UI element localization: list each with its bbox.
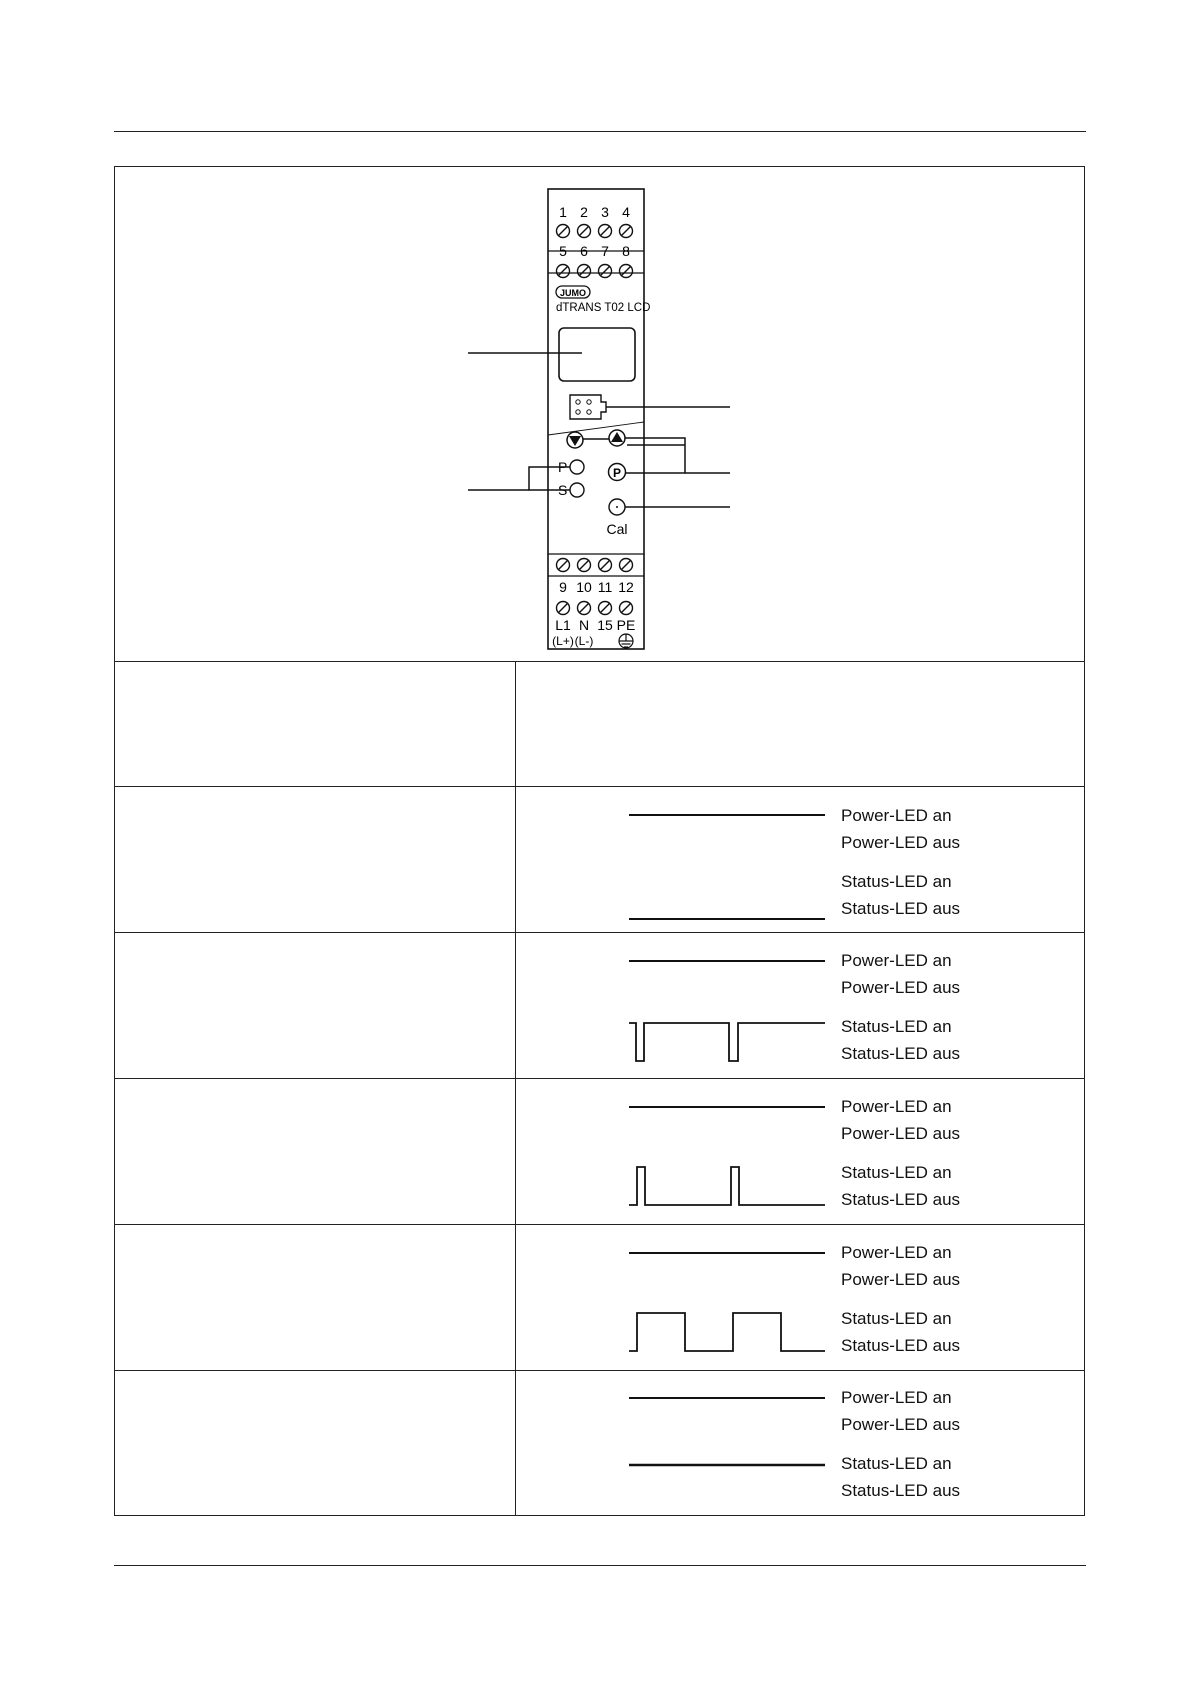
led-p-label: P (558, 459, 568, 475)
status-led-off-label: Status-LED aus (841, 899, 961, 918)
status-led-on-label: Status-LED an (841, 1454, 952, 1473)
terminal-label: 10 (576, 579, 592, 595)
terminal-label: PE (616, 617, 636, 633)
polarity-label: (L-) (574, 634, 594, 648)
status-led-on-label: Status-LED an (841, 1163, 952, 1182)
power-led-on-label: Power-LED an (841, 951, 952, 970)
power-led-off-label: Power-LED aus (841, 1270, 961, 1289)
keys-callout (625, 438, 685, 473)
power-led-on-label: Power-LED an (841, 806, 952, 825)
led-table-frame (114, 166, 1085, 1516)
power-led-icon (570, 460, 584, 474)
header-rule (114, 131, 1086, 132)
terminal-screws-row-1 (557, 225, 633, 238)
terminal-label: 9 (559, 579, 567, 595)
model-name: dTRANS T02 LCD (556, 302, 651, 314)
terminal-label: 7 (601, 243, 609, 259)
status-led-on-label: Status-LED an (841, 1309, 952, 1328)
power-led-on-label: Power-LED an (841, 1097, 952, 1116)
status-led-off-label: Status-LED aus (841, 1044, 961, 1063)
power-led-on-label: Power-LED an (841, 1243, 952, 1262)
table-row-divider (115, 786, 1084, 787)
terminal-label: 4 (622, 204, 630, 220)
terminal-screws-row-4 (557, 602, 633, 615)
status-led-on-label: Status-LED an (841, 1017, 952, 1036)
p-key-label: P (612, 466, 622, 480)
terminal-label: 15 (597, 617, 613, 633)
status-led-off-label: Status-LED aus (841, 1481, 961, 1500)
terminal-label: 11 (597, 579, 613, 595)
status-led-off-label: Status-LED aus (841, 1336, 961, 1355)
cal-label: Cal (606, 521, 628, 537)
terminal-label: N (578, 617, 590, 633)
lcd-display (559, 328, 635, 381)
earth-ground-icon (619, 634, 633, 648)
polarity-label: (L+) (552, 634, 574, 648)
terminal-label: 12 (618, 579, 634, 595)
status-led-off-label: Status-LED aus (841, 1190, 961, 1209)
setup-interface-icon (570, 395, 606, 419)
led-s-label: S (558, 482, 568, 498)
power-led-off-label: Power-LED aus (841, 978, 961, 997)
power-led-off-label: Power-LED aus (841, 1124, 961, 1143)
terminal-label: 1 (559, 204, 567, 220)
power-led-on-label: Power-LED an (841, 1388, 952, 1407)
power-led-off-label: Power-LED aus (841, 1415, 961, 1434)
power-led-off-label: Power-LED aus (841, 833, 961, 852)
terminal-label: 2 (580, 204, 588, 220)
terminal-screws-row-3 (557, 559, 633, 572)
status-led-on-label: Status-LED an (841, 872, 952, 891)
terminal-label: L1 (555, 617, 571, 633)
logo-text: JUMO (559, 288, 587, 298)
terminal-label: 6 (580, 243, 588, 259)
device-front-view (115, 167, 1084, 662)
terminal-label: 3 (601, 204, 609, 220)
terminal-screws-row-2 (557, 265, 633, 278)
table-row-divider (115, 661, 1084, 662)
table-column-divider (515, 661, 516, 1516)
terminal-label: 5 (559, 243, 567, 259)
terminal-label: 8 (622, 243, 630, 259)
footer-rule (114, 1565, 1086, 1566)
status-led-icon (570, 483, 584, 497)
